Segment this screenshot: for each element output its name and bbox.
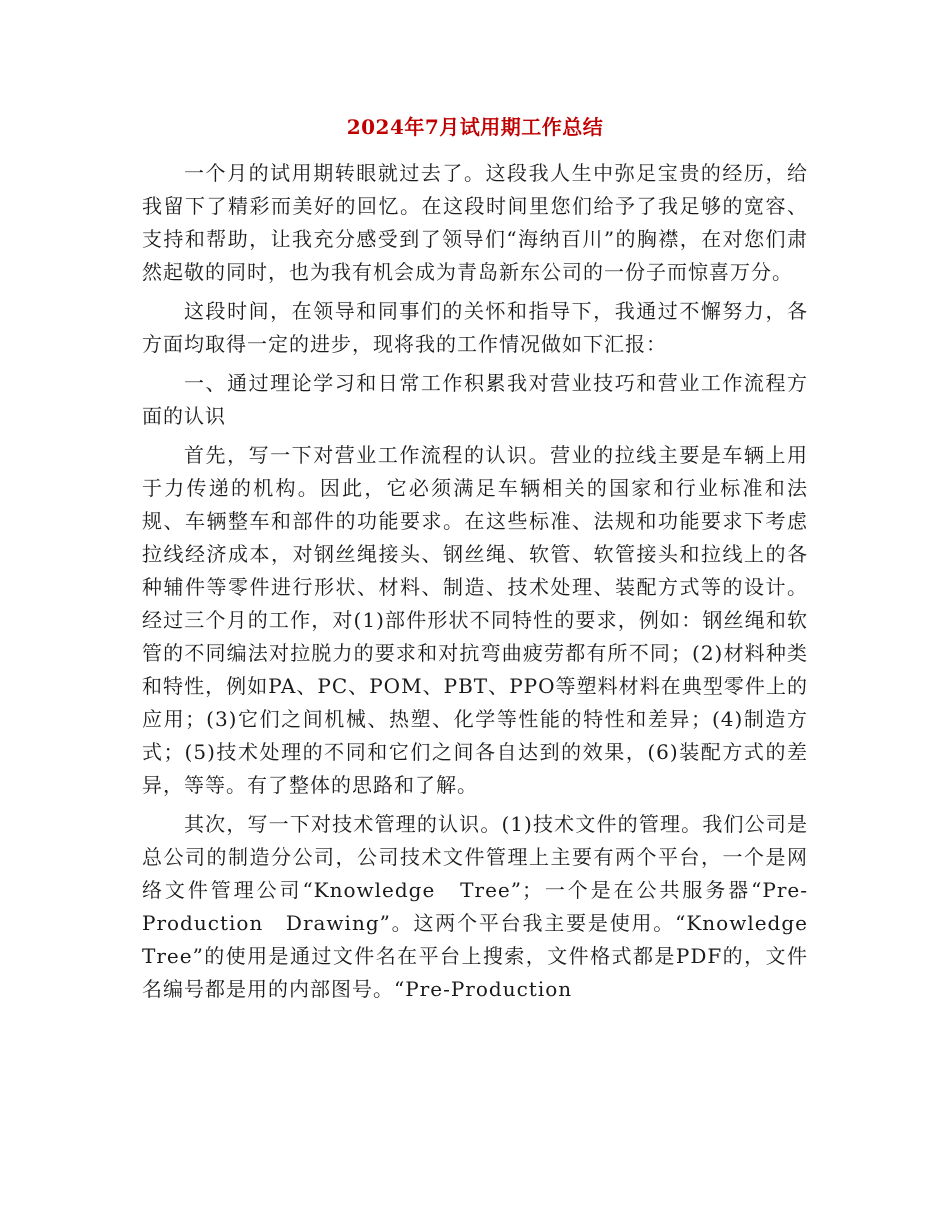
paragraph-workflow: 首先，写一下对营业工作流程的认识。营业的拉线主要是车辆上用于力传递的机构。因此，它必须满足车辆相关的国家和行业标准和法规、车辆整车和部件的功能要求。在这些标准、法规和功能要求下考虑拉线经济成本，对钢丝绳接头、钢丝绳、软管、软管接头和拉线上的各种辅件等零件进行形状、材料、制造、技术处理、装配方式等的设计。经过三个月的工作，对(1)部件形状不同特性的要求，例如：钢丝绳和软管的不同编法对拉脱力的要求和对抗弯曲疲劳都有所不同；(2)材料种类和特性，例如PA、PC、POM、PBT、PPO等塑料材料在典型零件上的应用；(3)它们之间机械、热塑、化学等性能的特性和差异；(4)制造方式；(5)技术处理的不同和它们之间各自达到的效果，(6)装配方式的差异，等等。有了整体的思路和了解。 — [142, 443, 808, 797]
section-heading-1: 一、通过理论学习和日常工作积累我对营业技巧和营业工作流程方面的认识 — [142, 371, 808, 428]
paragraph-intro: 一个月的试用期转眼就过去了。这段我人生中弥足宝贵的经历，给我留下了精彩而美好的回忆。在这段时间里您们给予了我足够的宽容、支持和帮助，让我充分感受到了领导们“海纳百川”的胸襟，在对您们肃然起敬的同时，也为我有机会成为青岛新东公司的一份子而惊喜万分。 — [142, 161, 808, 284]
paragraph-tech-management: 其次，写一下对技术管理的认识。(1)技术文件的管理。我们公司是总公司的制造分公司，公司技术文件管理上主要有两个平台，一个是网络文件管理公司“Knowledge Tree”；一个是在公共服务器“Pre-Production Drawing”。这两个平台我主要是使用。“Knowledge Tree”的使用是通过文件名在平台上搜索，文件格式都是PDF的，文件名编号都是用的内部图号。“Pre-Production — [142, 812, 829, 1001]
paragraph-report-intro: 这段时间，在领导和同事们的关怀和指导下，我通过不懈努力，各方面均取得一定的进步，现将我的工作情况做如下汇报： — [142, 299, 808, 356]
document-title: 2024年7月试用期工作总结 — [346, 115, 604, 139]
document-body — [142, 157, 829, 1006]
